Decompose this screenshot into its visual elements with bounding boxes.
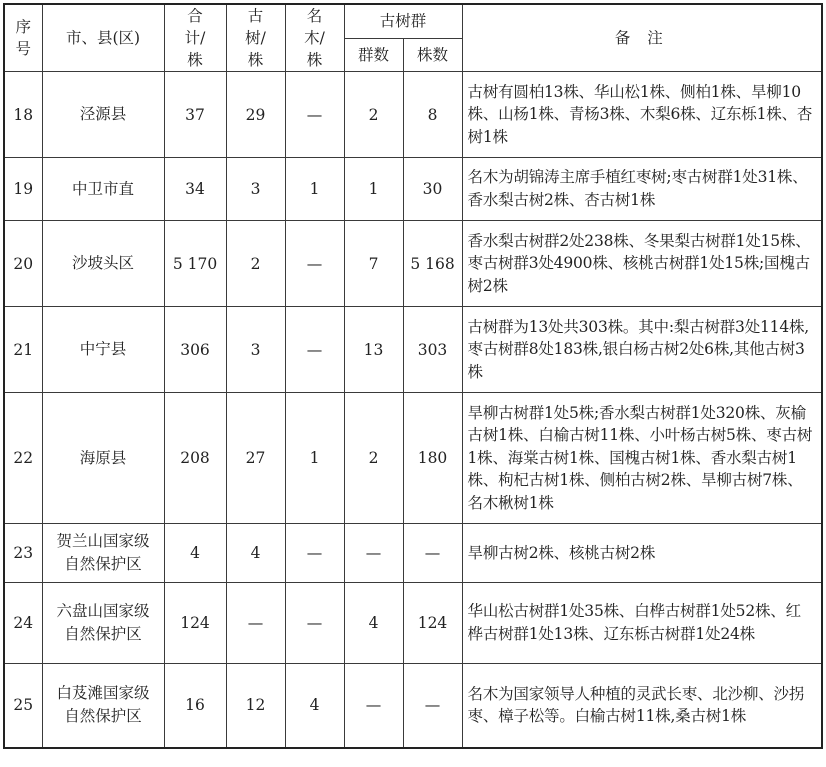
cell-note: 古树群为13处共303株。其中:梨古树群3处114株,枣古树群8处183株,银白杨古树2处6株,其他古树3株 bbox=[462, 307, 822, 393]
cell-famous: — bbox=[285, 72, 344, 158]
cell-famous: 1 bbox=[285, 158, 344, 221]
cell-total: 5 170 bbox=[164, 221, 226, 307]
cell-total: 124 bbox=[164, 583, 226, 664]
cell-total: 34 bbox=[164, 158, 226, 221]
cell-group-trees: 124 bbox=[403, 583, 462, 664]
cell-total: 208 bbox=[164, 393, 226, 524]
header-ancient: 古树/株 bbox=[226, 4, 285, 72]
table-row bbox=[4, 72, 822, 158]
table-row bbox=[4, 307, 822, 393]
cell-famous: — bbox=[285, 524, 344, 583]
cell-total: 16 bbox=[164, 664, 226, 748]
page bbox=[3, 3, 823, 749]
cell-region: 泾源县 bbox=[42, 72, 164, 158]
cell-group-trees: 30 bbox=[403, 158, 462, 221]
table-row bbox=[4, 393, 822, 524]
table-body bbox=[4, 72, 822, 748]
cell-region: 白芨滩国家级自然保护区 bbox=[42, 664, 164, 748]
header-famous: 名木/株 bbox=[285, 4, 344, 72]
cell-ancient: 2 bbox=[226, 221, 285, 307]
cell-famous: — bbox=[285, 221, 344, 307]
cell-group-count: 13 bbox=[344, 307, 403, 393]
cell-famous: 1 bbox=[285, 393, 344, 524]
cell-group-count: 7 bbox=[344, 221, 403, 307]
cell-ancient: 4 bbox=[226, 524, 285, 583]
cell-seq: 21 bbox=[4, 307, 42, 393]
cell-ancient: 29 bbox=[226, 72, 285, 158]
cell-group-trees: 5 168 bbox=[403, 221, 462, 307]
header-group-count: 群数 bbox=[344, 38, 403, 71]
cell-group-trees: 8 bbox=[403, 72, 462, 158]
cell-total: 306 bbox=[164, 307, 226, 393]
cell-region: 海原县 bbox=[42, 393, 164, 524]
header-note: 备 注 bbox=[462, 4, 822, 72]
ancient-trees-table bbox=[3, 3, 823, 749]
cell-ancient: 27 bbox=[226, 393, 285, 524]
cell-famous: 4 bbox=[285, 664, 344, 748]
cell-group-count: — bbox=[344, 524, 403, 583]
table-header bbox=[4, 4, 822, 72]
header-seq: 序号 bbox=[4, 4, 42, 72]
cell-group-count: — bbox=[344, 664, 403, 748]
cell-region: 中卫市直 bbox=[42, 158, 164, 221]
cell-total: 37 bbox=[164, 72, 226, 158]
cell-total: 4 bbox=[164, 524, 226, 583]
cell-seq: 23 bbox=[4, 524, 42, 583]
table-row bbox=[4, 583, 822, 664]
table-row bbox=[4, 524, 822, 583]
header-total: 合计/株 bbox=[164, 4, 226, 72]
cell-seq: 22 bbox=[4, 393, 42, 524]
header-group: 古树群 bbox=[344, 4, 462, 38]
cell-note: 旱柳古树群1处5株;香水梨古树群1处320株、灰榆古树1株、白榆古树11株、小叶杨古树5株、枣古树1株、海棠古树1株、国槐古树1株、香水梨古树1株、枸杞古树1株、侧柏古树2株、旱柳古树7株、名木楸树1株 bbox=[462, 393, 822, 524]
cell-ancient: 3 bbox=[226, 307, 285, 393]
cell-seq: 18 bbox=[4, 72, 42, 158]
table-row bbox=[4, 664, 822, 748]
cell-famous: — bbox=[285, 307, 344, 393]
cell-note: 香水梨古树群2处238株、冬果梨古树群1处15株、枣古树群3处4900株、核桃古树群1处15株;国槐古树2株 bbox=[462, 221, 822, 307]
cell-note: 名木为胡锦涛主席手植红枣树;枣古树群1处31株、香水梨古树2株、杏古树1株 bbox=[462, 158, 822, 221]
cell-ancient: 12 bbox=[226, 664, 285, 748]
table-row bbox=[4, 158, 822, 221]
header-group-trees: 株数 bbox=[403, 38, 462, 71]
cell-group-trees: 180 bbox=[403, 393, 462, 524]
cell-seq: 24 bbox=[4, 583, 42, 664]
cell-famous: — bbox=[285, 583, 344, 664]
cell-region: 中宁县 bbox=[42, 307, 164, 393]
cell-seq: 20 bbox=[4, 221, 42, 307]
cell-group-trees: 303 bbox=[403, 307, 462, 393]
cell-group-count: 2 bbox=[344, 72, 403, 158]
cell-ancient: — bbox=[226, 583, 285, 664]
cell-group-count: 4 bbox=[344, 583, 403, 664]
cell-seq: 25 bbox=[4, 664, 42, 748]
cell-group-trees: — bbox=[403, 664, 462, 748]
cell-group-trees: — bbox=[403, 524, 462, 583]
cell-region: 六盘山国家级自然保护区 bbox=[42, 583, 164, 664]
cell-seq: 19 bbox=[4, 158, 42, 221]
cell-group-count: 1 bbox=[344, 158, 403, 221]
cell-region: 贺兰山国家级自然保护区 bbox=[42, 524, 164, 583]
header-region: 市、县(区) bbox=[42, 4, 164, 72]
cell-region: 沙坡头区 bbox=[42, 221, 164, 307]
cell-ancient: 3 bbox=[226, 158, 285, 221]
cell-group-count: 2 bbox=[344, 393, 403, 524]
cell-note: 古树有圆柏13株、华山松1株、侧柏1株、旱柳10株、山杨1株、青杨3株、木梨6株、辽东栎1株、杏树1株 bbox=[462, 72, 822, 158]
cell-note: 名木为国家领导人种植的灵武长枣、北沙柳、沙拐枣、樟子松等。白榆古树11株,桑古树1株 bbox=[462, 664, 822, 748]
cell-note: 旱柳古树2株、核桃古树2株 bbox=[462, 524, 822, 583]
cell-note: 华山松古树群1处35株、白桦古树群1处52株、红桦古树群1处13株、辽东栎古树群1处24株 bbox=[462, 583, 822, 664]
table-row bbox=[4, 221, 822, 307]
